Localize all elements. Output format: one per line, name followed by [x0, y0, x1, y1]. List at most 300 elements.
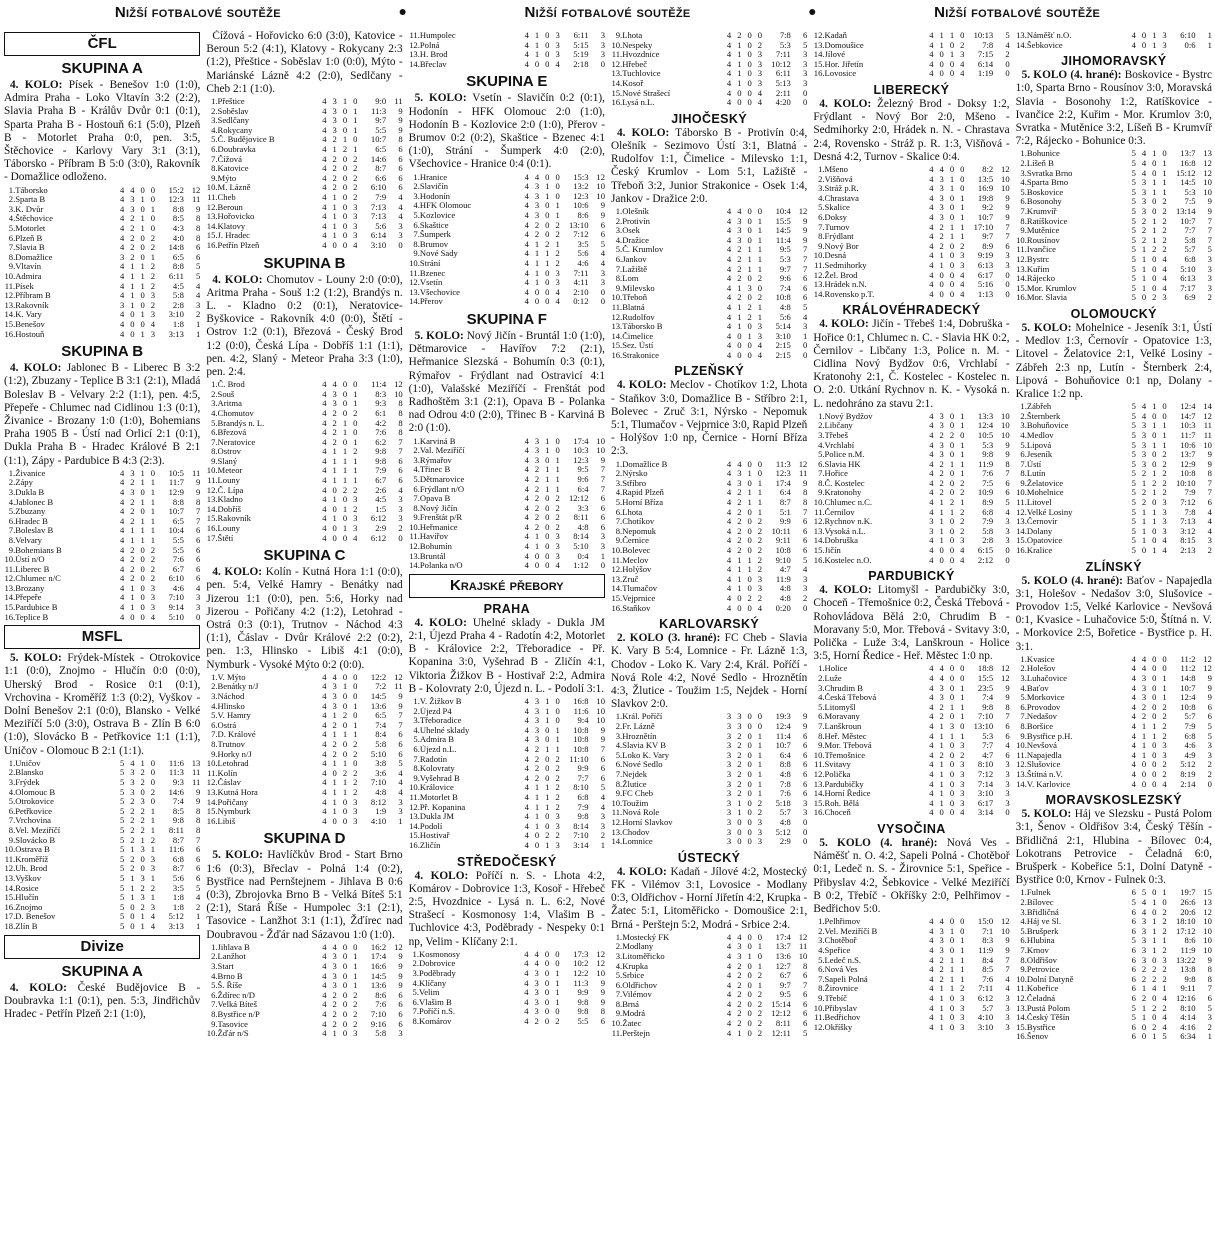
- table-cell: 4: [322, 437, 327, 447]
- table-cell: 1:5: [375, 504, 387, 514]
- table-cell: 8: [196, 806, 201, 816]
- table-cell: 0: [747, 536, 752, 546]
- table-cell: 4: [196, 281, 201, 291]
- table-cell: 4: [398, 778, 403, 788]
- table-cell: 13.: [1016, 31, 1027, 40]
- table-cell: 4: [322, 1009, 327, 1019]
- table-cell: 4: [960, 270, 965, 280]
- table-cell: Břeclav: [419, 59, 447, 69]
- table-cell: 4: [929, 203, 934, 213]
- table-row: [409, 230, 605, 240]
- table-cell: 10:5: [168, 468, 184, 478]
- table-cell: 4: [524, 706, 529, 716]
- table-cell: 0: [1141, 760, 1147, 770]
- table-cell: 0: [1005, 280, 1010, 290]
- table-row: [4, 574, 200, 584]
- table-cell: 2: [534, 503, 540, 513]
- table-cell: 0: [545, 201, 550, 211]
- table-cell: 2: [332, 173, 337, 183]
- table-cell: 0: [534, 297, 540, 307]
- group-title: KRÁLOVÉHRADECKÝ: [842, 303, 981, 318]
- table-cell: 4: [322, 154, 327, 164]
- table-cell: 16.: [813, 555, 825, 565]
- table-cell: Třemošnice: [824, 750, 866, 760]
- table-row: [611, 31, 807, 41]
- table-cell: 6: [196, 545, 201, 555]
- table-cell: 3: [398, 807, 403, 817]
- table-cell: 1: [534, 278, 540, 288]
- table-cell: 9:3: [172, 778, 184, 788]
- section-block: [1016, 31, 1212, 50]
- table-cell: 9:0: [375, 97, 387, 107]
- table-cell: 2: [737, 546, 742, 556]
- table-cell: 2: [1162, 216, 1167, 226]
- table-cell: 0: [747, 999, 752, 1009]
- table-cell: 3: [726, 827, 732, 837]
- table-cell: 11:9: [775, 574, 791, 584]
- table-cell: 6.: [615, 507, 623, 517]
- table-cell: 0: [1152, 750, 1157, 760]
- table-row: [1016, 693, 1212, 703]
- table-cell: 4: [726, 517, 732, 527]
- table-cell: 4: [119, 329, 125, 339]
- section-block: [409, 310, 605, 571]
- standings-table: [409, 31, 605, 69]
- table-cell: 3:14: [977, 808, 994, 818]
- table-cell: 1: [1162, 168, 1167, 178]
- table-cell: 0: [353, 692, 358, 702]
- table-cell: 11.: [409, 532, 420, 542]
- table-cell: 5: [119, 768, 125, 778]
- table-cell: 12.: [409, 802, 420, 812]
- table-cell: 5: [1131, 274, 1136, 284]
- table-cell: 5: [1131, 216, 1136, 226]
- table-row: [611, 556, 807, 566]
- table-cell: 2: [737, 990, 742, 1000]
- table-cell: 2: [960, 40, 965, 50]
- table-cell: 10.: [206, 466, 218, 476]
- table-row: [611, 284, 807, 294]
- section-block: [4, 962, 200, 1022]
- table-cell: 0: [1152, 411, 1157, 421]
- table-cell: 9: [1005, 693, 1010, 703]
- table-cell: 0: [342, 961, 348, 971]
- table-cell: 1: [960, 965, 965, 975]
- table-cell: 5:14: [775, 322, 791, 332]
- table-cell: 6: [196, 252, 201, 262]
- table-cell: Toužim: [622, 798, 649, 808]
- table-row: [4, 330, 200, 340]
- table-cell: 6: [398, 730, 403, 740]
- header-bullet-icon: ●: [808, 5, 817, 20]
- table-row: [1016, 994, 1212, 1004]
- table-cell: 0: [949, 917, 955, 927]
- table-cell: 11:9: [978, 459, 994, 469]
- table-cell: HFK Olomouc: [419, 201, 472, 211]
- table-cell: 4: [929, 664, 934, 674]
- table-cell: 4: [929, 270, 934, 280]
- table-cell: 7: [1005, 232, 1010, 242]
- table-cell: 9: [600, 978, 605, 988]
- table-cell: 9: [1207, 683, 1212, 693]
- table-cell: 1: [1162, 187, 1167, 197]
- group-title: OLOMOUCKÝ: [1070, 306, 1157, 321]
- table-cell: 3: [803, 584, 808, 594]
- table-cell: 5: [119, 797, 125, 807]
- table-cell: 7: [1005, 222, 1010, 232]
- table-cell: 3: [726, 712, 732, 722]
- table-cell: 4: [1005, 974, 1010, 984]
- table-cell: 6: [398, 1000, 403, 1010]
- table-cell: 4: [1162, 546, 1167, 556]
- table-cell: 9: [803, 712, 808, 722]
- table-cell: 2: [757, 536, 763, 546]
- table-row: [813, 412, 1009, 422]
- table-cell: 4: [929, 965, 934, 975]
- table-cell: Petrovice: [1026, 965, 1060, 975]
- table-cell: 3: [130, 768, 135, 778]
- table-cell: 1: [140, 526, 145, 536]
- table-row: [611, 799, 807, 809]
- table-cell: 1: [757, 942, 763, 952]
- table-cell: 0: [747, 478, 752, 488]
- table-cell: 0: [353, 711, 358, 721]
- table-cell: 4: [322, 192, 327, 202]
- table-cell: 13.: [1016, 264, 1027, 274]
- table-cell: 4: [726, 932, 732, 942]
- table-cell: 3: [960, 798, 965, 808]
- table-cell: 4: [524, 446, 529, 456]
- table-cell: Okříšky: [824, 1022, 853, 1032]
- round-label: 5. KOLO:: [1021, 321, 1072, 334]
- table-cell: 0: [545, 220, 550, 230]
- table-row: [409, 764, 605, 774]
- table-cell: 4: [524, 532, 529, 542]
- table-cell: Štítná n.V.: [1026, 769, 1063, 779]
- table-cell: 6: [600, 754, 605, 764]
- results-text: Jičín - Třebeš 1:4, Dobruška - Hořice 0:1, Chlumec n. C. - Slavia HK 0:2, Černilov - Libčany 1:3, Police n. M. - Cidlina Nový Bydžov 0:6, Vrchlabí - Kratonohy 2:1, Č. Kostelec - Kostelec n. O. 2:0. Utkání Rychnov n. K. - Vysoká n. L. nedohráno za stavu 2:1.: [813, 318, 1010, 410]
- table-cell: 4: [726, 78, 732, 88]
- table-row: [206, 486, 402, 496]
- table-cell: 4: [119, 281, 125, 291]
- table-cell: 4: [929, 693, 934, 703]
- table-cell: 4: [726, 555, 732, 565]
- table-cell: 2.: [211, 389, 218, 399]
- table-cell: 4: [929, 193, 934, 203]
- table-cell: Nová Role: [622, 808, 660, 818]
- table-cell: 4: [1131, 702, 1136, 712]
- table-row: [813, 50, 1009, 60]
- table-cell: 1: [545, 802, 550, 812]
- table-cell: 9: [1005, 936, 1010, 946]
- table-row: [611, 332, 807, 342]
- table-cell: 4.: [818, 440, 825, 450]
- table-cell: 11: [1203, 430, 1212, 440]
- table-row: [1016, 946, 1212, 956]
- table-cell: 2: [545, 831, 550, 841]
- table-cell: 8.: [615, 779, 623, 789]
- table-cell: 2: [1207, 1022, 1212, 1032]
- table-cell: 11.: [1016, 750, 1027, 760]
- table-cell: 4: [322, 711, 327, 721]
- table-cell: 2: [757, 1019, 763, 1029]
- table-cell: 3: [1141, 178, 1147, 188]
- section-block: [409, 854, 605, 1027]
- table-cell: Letohrad: [217, 759, 249, 769]
- table-cell: 9:6: [779, 274, 791, 284]
- table-cell: 4: [726, 536, 732, 546]
- table-cell: 10:3: [573, 446, 589, 456]
- table-row: [409, 288, 605, 298]
- table-cell: Chotěboř: [824, 936, 857, 946]
- table-cell: 7:7: [577, 773, 589, 783]
- table-cell: 6: [196, 526, 201, 536]
- table-row: [611, 322, 807, 332]
- table-cell: 5:5: [577, 1016, 589, 1026]
- table-cell: 9:5: [577, 465, 589, 475]
- table-cell: 0: [747, 574, 752, 584]
- table-cell: Mor. Krumlov: [1026, 283, 1077, 293]
- table-cell: 7.: [8, 816, 16, 826]
- table-cell: 7:6: [982, 974, 994, 984]
- table-cell: 1: [737, 59, 742, 69]
- table-cell: 2: [555, 793, 560, 802]
- table-cell: 5: [1131, 469, 1136, 479]
- table-cell: Klíčany: [418, 978, 447, 988]
- table-cell: Libčany: [824, 421, 853, 431]
- table-cell: Pardubice B: [15, 603, 58, 613]
- table-cell: Bruntál: [419, 551, 446, 561]
- table-cell: 7.: [818, 222, 825, 232]
- table-cell: 11:9: [1180, 945, 1196, 955]
- table-cell: 11:7: [1180, 430, 1196, 440]
- round-label: 5. KOLO:: [414, 329, 464, 342]
- table-cell: 3: [398, 495, 403, 505]
- match-results: [409, 92, 605, 171]
- table-cell: 13.: [611, 69, 623, 79]
- table-cell: Kladno: [217, 495, 243, 505]
- table-cell: 4: [119, 516, 125, 526]
- table-row: [1016, 975, 1212, 985]
- table-cell: 1: [1152, 1032, 1157, 1042]
- table-row: [4, 855, 200, 865]
- table-cell: 13:7: [1180, 450, 1196, 460]
- table-cell: 4: [322, 116, 327, 126]
- table-cell: Hlinsko: [217, 701, 245, 711]
- standings-table: [1016, 402, 1212, 556]
- table-cell: 2: [353, 1000, 358, 1010]
- table-cell: 7:15: [977, 50, 994, 60]
- table-row: [1016, 1032, 1212, 1042]
- table-cell: 1: [1141, 507, 1147, 517]
- table-cell: 3: [803, 50, 808, 60]
- table-cell: 10: [1203, 187, 1212, 197]
- table-cell: 9: [196, 487, 201, 497]
- table-cell: 5: [1141, 888, 1147, 898]
- table-cell: 0: [342, 106, 348, 116]
- table-cell: K. Dvůr: [15, 204, 44, 214]
- table-cell: 4: [726, 488, 732, 498]
- table-cell: 5: [1207, 245, 1212, 255]
- table-cell: 12.: [611, 59, 623, 69]
- table-cell: 4: [929, 674, 934, 684]
- table-cell: 2: [737, 779, 742, 789]
- table-cell: 9:3: [375, 399, 387, 409]
- table-cell: 6: [398, 183, 403, 193]
- table-cell: 5: [1131, 197, 1136, 207]
- table-cell: 1: [130, 271, 135, 281]
- table-cell: 1: [555, 997, 560, 1007]
- table-cell: 1: [140, 224, 145, 233]
- table-cell: 7:8: [982, 40, 994, 50]
- table-cell: 9.: [615, 1009, 623, 1019]
- table-cell: 9:11: [775, 536, 791, 546]
- table-cell: 2: [939, 222, 944, 232]
- table-cell: 12: [1001, 164, 1010, 174]
- table-cell: 2: [196, 310, 201, 320]
- table-cell: 5:8: [1184, 235, 1196, 245]
- table-cell: 13:10: [973, 722, 994, 731]
- table-cell: 6.: [211, 720, 218, 730]
- table-cell: 2: [342, 144, 348, 154]
- table-cell: Hranice: [419, 172, 448, 182]
- table-cell: 3: [1005, 1013, 1010, 1023]
- table-cell: 11:6: [168, 845, 184, 855]
- table-cell: 14.: [611, 78, 623, 88]
- table-row: [409, 60, 605, 70]
- table-row: [409, 494, 605, 504]
- match-results: [611, 866, 807, 932]
- match-results: [1016, 808, 1212, 887]
- table-cell: Otrokovice: [15, 797, 54, 807]
- table-row: [611, 536, 807, 546]
- table-cell: 2: [353, 1009, 358, 1019]
- table-row: [4, 768, 200, 778]
- table-cell: 12: [798, 459, 808, 469]
- table-cell: 0: [545, 542, 550, 552]
- table-row: [206, 721, 402, 731]
- table-cell: 1: [555, 201, 560, 211]
- table-cell: 1: [747, 498, 752, 508]
- table-cell: 0: [757, 469, 763, 479]
- results-text: FC Cheb - Slavia K. Vary B 5:4, Lomnice - Fr. Lázně 1:3, Chodov - Loko K. Vary 2:4, Král. Poříčí - Nová Role 4:2, Nové Sedlo - Hroznětín 4:3, Žlutice - Toužim 1:5, Nejdek - Horní Slavkov 2:0.: [610, 632, 808, 711]
- table-cell: 5.: [413, 210, 420, 220]
- table-cell: 2: [332, 1019, 337, 1029]
- table-cell: 2: [353, 447, 358, 457]
- table-cell: 1: [949, 974, 955, 984]
- table-cell: 15.: [4, 603, 16, 613]
- table-cell: 2: [555, 783, 560, 793]
- column-6: [1016, 30, 1212, 1230]
- table-cell: Žatec: [622, 1019, 642, 1029]
- results-text: Čížová - Hořovicko 6:0 (3:0), Katovice - Beroun 5:2 (4:1), Klatovy - Rokycany 2:3 (1:2), Přeštice - Soběslav 1:0 (0:0), Mýto - Mariánské Lázně 4:2 (2:0), Sedlčany - Cheb 2:1 (1:0).: [206, 30, 403, 95]
- table-cell: Sapeli Polná: [824, 974, 868, 984]
- table-row: [611, 50, 807, 60]
- table-cell: 4: [322, 701, 327, 711]
- table-cell: 7:8: [779, 31, 791, 40]
- table-cell: 8:10: [977, 760, 994, 770]
- table-cell: 5: [600, 783, 605, 793]
- table-cell: 0: [949, 478, 955, 488]
- table-cell: 4: [524, 831, 529, 841]
- table-cell: Š. Říše: [217, 981, 242, 991]
- table-cell: 0: [747, 760, 752, 770]
- table-cell: 2: [757, 293, 763, 303]
- table-cell: 5:18: [775, 798, 791, 808]
- table-cell: 3: [1005, 1022, 1010, 1032]
- table-cell: 0: [342, 380, 348, 390]
- table-cell: 7:6: [172, 555, 184, 565]
- table-cell: 0: [747, 750, 752, 760]
- table-cell: Stříbro: [622, 478, 647, 488]
- table-cell: 7: [1207, 478, 1212, 488]
- standings-table: [813, 412, 1009, 566]
- group-title: LIBERECKÝ: [873, 82, 950, 97]
- table-cell: 9:8: [982, 702, 994, 712]
- table-cell: Luže: [824, 674, 842, 684]
- table-cell: 2: [1207, 546, 1212, 556]
- table-cell: 3: [332, 952, 337, 962]
- table-cell: 0: [545, 278, 550, 288]
- table-cell: 3.: [412, 968, 419, 978]
- table-cell: 0: [544, 949, 550, 959]
- table-row: [4, 536, 200, 546]
- table-cell: 12.: [813, 270, 825, 280]
- table-cell: 2: [130, 516, 135, 526]
- table-cell: 3: [398, 504, 403, 514]
- table-cell: 1: [960, 955, 965, 965]
- table-cell: Jeseník: [1026, 450, 1053, 460]
- table-cell: Fr. Lázně: [622, 722, 655, 731]
- table-cell: 7.: [1020, 945, 1027, 955]
- table-cell: 12: [798, 206, 808, 216]
- table-cell: 0: [1141, 779, 1147, 789]
- table-cell: 3: [803, 322, 808, 332]
- table-cell: 5: [1131, 283, 1136, 293]
- section-block: [409, 574, 605, 598]
- table-cell: Police n.M.: [824, 450, 865, 460]
- group-title: PLZEŇSKÝ: [674, 364, 745, 379]
- table-cell: Benešov: [15, 319, 45, 329]
- table-row: [4, 507, 200, 517]
- table-cell: 8: [398, 135, 403, 145]
- table-cell: 2: [1141, 226, 1147, 236]
- table-row: [206, 972, 402, 982]
- table-cell: 1: [1152, 40, 1157, 50]
- table-cell: Plzeň B: [15, 233, 43, 243]
- table-cell: 6:2: [375, 437, 387, 447]
- table-cell: 4: [726, 1028, 732, 1038]
- table-cell: 5: [1131, 187, 1136, 197]
- table-cell: Zličín: [419, 840, 441, 850]
- table-cell: 4: [726, 98, 732, 108]
- table-cell: 2: [332, 749, 337, 759]
- table-cell: 4: [524, 191, 529, 201]
- table-cell: 4: [322, 125, 327, 135]
- table-cell: 0: [140, 319, 145, 329]
- table-cell: 4: [1141, 159, 1147, 168]
- table-cell: 4: [322, 768, 327, 778]
- table-cell: 1: [747, 264, 752, 274]
- table-row: [4, 526, 200, 536]
- table-cell: 0: [534, 287, 540, 297]
- match-results: [1016, 322, 1212, 401]
- table-row: [813, 536, 1009, 546]
- table-cell: 9:8: [577, 997, 589, 1007]
- table-cell: 5: [1131, 507, 1136, 517]
- table-cell: 5: [1131, 402, 1136, 412]
- table-cell: 8:8: [172, 262, 184, 272]
